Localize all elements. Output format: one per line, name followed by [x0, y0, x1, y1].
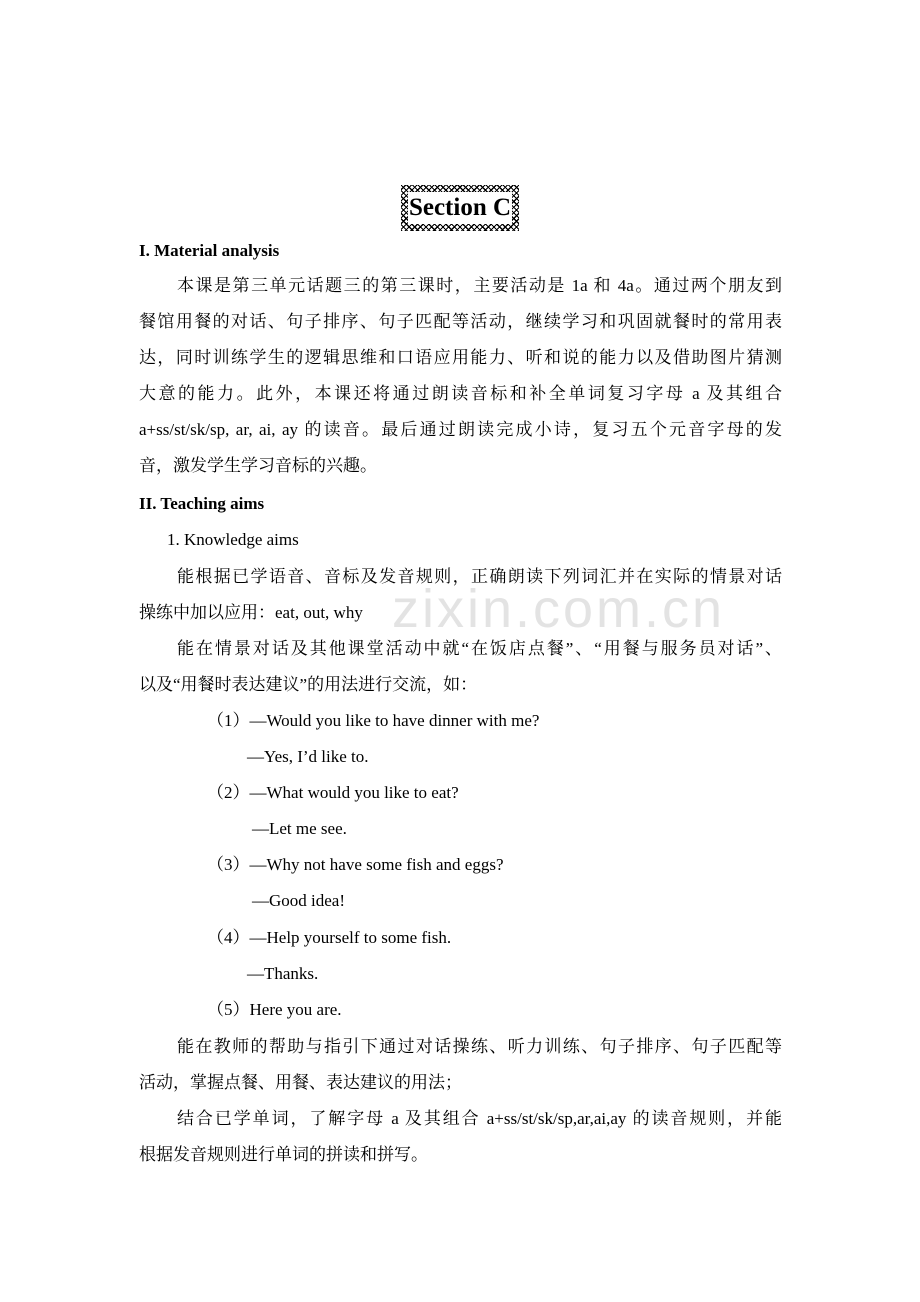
dialogue-line: —Yes, I’d like to. — [247, 747, 369, 766]
knowledge-aims-line: 能根据已学语音、音标及发音规则，正确朗读下列词汇并在实际的情景对话 — [177, 567, 782, 586]
section-title: Section C — [408, 192, 512, 224]
knowledge-aims-line: 能在情景对话及其他课堂活动中就“在饭店点餐”、“用餐与服务员对话”、 — [177, 639, 782, 658]
dialogue-line: —Let me see. — [252, 819, 347, 838]
material-analysis-line: 音，激发学生学习音标的兴趣。 — [139, 456, 377, 475]
section-heading-material-analysis: I. Material analysis — [139, 241, 280, 260]
dialogue-line: （4）—Help yourself to some fish. — [207, 928, 452, 947]
watermark: zixin.com.cn — [392, 579, 726, 639]
dialogue-line: （5）Here you are. — [207, 1000, 342, 1019]
material-analysis-line: 餐馆用餐的对话、句子排序、句子匹配等活动，继续学习和巩固就餐时的常用表 — [139, 312, 782, 331]
knowledge-aims-line: 根据发音规则进行单词的拼读和拼写。 — [139, 1145, 428, 1164]
knowledge-aims-line: 能在教师的帮助与指引下通过对话操练、听力训练、句子排序、句子匹配等 — [177, 1037, 782, 1056]
dialogue-line: （2）—What would you like to eat? — [207, 783, 459, 802]
material-analysis-line: 本课是第三单元话题三的第三课时，主要活动是 1a 和 4a。通过两个朋友到 — [177, 276, 782, 295]
knowledge-aims-line: 结合已学单词，了解字母 a 及其组合 a+ss/st/sk/sp,ar,ai,ay 的读音规则，并能 — [177, 1109, 782, 1128]
knowledge-aims-line: 操练中加以应用：eat, out, why — [139, 603, 363, 622]
material-analysis-line: 大意的能力。此外，本课还将通过朗读音标和补全单词复习字母 a 及其组合 — [139, 384, 782, 403]
dialogue-line: —Thanks. — [247, 964, 319, 983]
section-heading-teaching-aims: II. Teaching aims — [139, 494, 265, 513]
knowledge-aims-line: 活动，掌握点餐、用餐、表达建议的用法； — [139, 1073, 462, 1092]
dialogue-line: （1）—Would you like to have dinner with me? — [207, 711, 540, 730]
title-frame — [401, 185, 519, 231]
dialogue-line: （3）—Why not have some fish and eggs? — [207, 855, 504, 874]
material-analysis-line: a+ss/st/sk/sp, ar, ai, ay 的读音。最后通过朗读完成小诗，复习五个元音字母的发 — [139, 420, 782, 439]
material-analysis-line: 达，同时训练学生的逻辑思维和口语应用能力、听和说的能力以及借助图片猜测 — [139, 348, 782, 367]
subheading-knowledge-aims: 1. Knowledge aims — [167, 530, 299, 549]
dialogue-line: —Good idea! — [252, 891, 346, 910]
knowledge-aims-line: 以及“用餐时表达建议”的用法进行交流，如： — [139, 675, 478, 694]
